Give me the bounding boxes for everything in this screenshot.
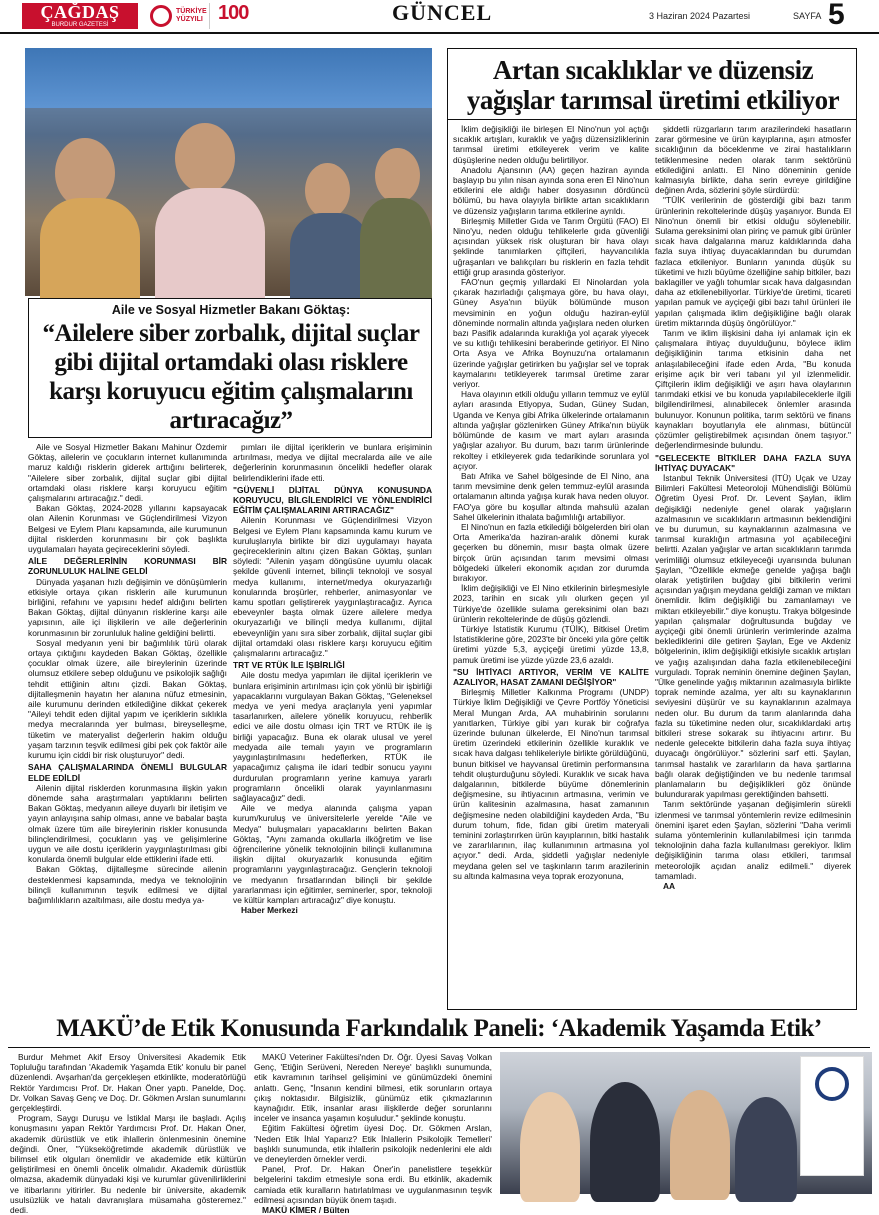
right-headline-box	[447, 48, 857, 120]
panel-audience-photo	[500, 1052, 872, 1194]
byline: Haber Merkezi	[241, 905, 298, 916]
subheading: AİLE DEĞERLERİNİN KORUNMASI BİR ZORUNLULUK HALİNE GELDİ	[28, 556, 227, 577]
university-banner	[800, 1056, 864, 1176]
paragraph: Aile ve medya alanında çalışma yapan kurum/kuruluş ve üniversitelerle yerelde "Aile ve Medya" buluşmaları yapacaklarını belirten Bakan Göktaş, "Aynı zamanda okullarla ilköğretim ve lise öğrencilerine yönelik teknolojinin bilinçli kullanımına ilişkin dijital okuryazarlık konusunda eğitim programlarını yaygınlaştıracağız. Gençlerin teknoloji ve medyanın fırsatlarından bilinçli bir şekilde yararlanması için eğitimler, seminerler, spor, teknoloji ve kültür kampları artıracağız" diye konuştu.	[233, 803, 432, 905]
paragraph: Türkiye İstatistik Kurumu (TÜİK), Bitkisel Üretim İstatistiklerine göre, 2023'te bir önceki yıla göre çeltik üretimi yüzde 5,3, ayçiçeği üretimi yüzde 13,8, pamuk üretimi ise yüzde yüzde 23,6 azaldı.	[453, 623, 649, 665]
left-headline: “Ailelere siber zorbalık, dijital suçlar gibi dijital ortamdaki olası risklere karşı koruyucu eğitim çalışmalarını artıracağız”	[42, 320, 420, 434]
issue-date: 3 Haziran 2024 Pazartesi	[649, 11, 751, 21]
paragraph: Anadolu Ajansının (AA) geçen haziran ayında başlayıp bu yılın nisan ayında sona eren El Nino'nun etkilerini ele aldığı haber dosyasının dördüncü bölümü, bu hava olayıyla birlikte artan sıcaklıkların ve düzensiz yağışların tarıma etkilerine ayrıldı.	[453, 164, 649, 216]
paragraph: Dünyada yaşanan hızlı değişimin ve dönüşümlerin etkisiyle ortaya çıkan risklerin aile kurumunun birliğini, refahını ve yapısını hedef aldığını belirten Bakan Göktaş, dijital dünyanın risklerine karşı aile yapısının, aile içi ilişkilerin ve aile değerlerinin korunmasının bir zorunluluk haline geldiğini belirtti.	[28, 576, 227, 638]
audience-member	[735, 1097, 797, 1202]
paragraph: Tarım ve iklim ilişkisini daha iyi anlamak için ek çalışmalara ihtiyaç duyulduğunu, böylece iklim değişikliğinin tarıma etkisinin daha net anlaşılabileceğini ifade eden Arda, "Bu konuda erişime açık bir veri tabanı yıl yıl izlenmelidir. Çiftçilerin iklim değişikliği ve aşırı hava olaylarının tarımdaki etkisi ve bu konuda yapılabileceklerle ilgili bilgilendirilmesi, alınabilecek önlemler arasında bulunuyor. Konunun politika, tarım sektörü ve finans kaynakları boyutlarıyla ele alınması, bütüncül çözümler geliştirebilmek açısından önem taşıyor." değerlendirmesinde bulundu.	[655, 328, 851, 451]
paragraph: Aile dostu medya yapımları ile dijital içeriklerin ve bunlara erişiminin artırılması için çok yönlü bir işbirliği yapacaklarını vurgulayan Bakan Göktaş, "Geleneksel medya ve yeni medya araçlarıyla yeni yapımlar tasarlanırken, ailelere yönelik koruyucu, rehberlik edici ve aile dostu olması için TRT ve RTÜK ile iş birliği yapacağız. Buna ek olarak ulusal ve yerel medyada aile temalı yayın ve programların yaygınlaştırılmasını hedeflerken, RTÜK ile yapacağımız çalışma ile idari tedbir sonucu yayını durdurulan programların yerine kamuya yararlı programların öncelikli olarak yayınlanmasını sağlayacağız" dedi.	[233, 670, 432, 803]
paragraph: pımları ile dijital içeriklerin ve bunlara erişiminin artırılması, medya ve dijital mecralarda aile ve aile değerlerinin korunmasının öncelikli hedefler olarak belirlendiklerini ifade etti.	[233, 442, 432, 483]
paragraph: İstanbul Teknik Üniversitesi (İTÜ) Uçak ve Uzay Bilimleri Fakültesi Meteoroloji Mühendisliği Bölümü Öğretim Üyesi Prof. Dr. Levent Şaylan, iklim değişikliği nedeniyle genel olarak yağışların azalmasının ve sıcaklıkların artmasının beklendiğini ve bu durumun, su kaynaklarının azalmasına ve tarımsal kuraklığın artmasına yol açabileceğini belirtti. Azalan yağışlar ve artan sıcaklıkların tarımda verimliliği olumsuz etkileyeceği uyarısında bulunan Şaylan, "Özellikle ekmeğe genelde yağışa bağlı olarak yetiştirilen buğday gibi bitkilerin verimi açısından yağışın meydana geldiği zaman ve miktarı önemlidir. İklim değişikliği bu zamanlamayı ve miktarı etkileyebilir." diye konuştu. Trakya bölgesinde yapılan çalışmalar doğrultusunda buğday ve ayçiçeği gibi önemli ürünlerin verimlerinde azalma beklediklerini dile getiren Şaylan, Ege ve Akdeniz bölgelerinin, iklim değişikliği etkisiyle sıcaklık artışları ve yağış azalışından daha fazla etkilenebileceğini vurguladı. Toprak neminin önemine değinen Şaylan, "Ülke genelinde yağış miktarının azalmasıyla birlikte toprak neminde azalma, yer altı su kaynaklarının seviyesini düşürür ve su kaynaklarının azalmaya neden olur. Bu durum da tarım alanlarında daha fazla su tüketimine neden olur, sıcaklıklardaki artış bitkileri strese sokarak su ihtiyacını artırır. Bu nedenle gelecekte bitkilerin daha fazla suya ihtiyaç duyacağı öngörülüyor." sözlerini sarf etti. Şaylan, tarımsal hastalık ve zararlıların da hava şartlarına bağlı olarak değiştiğinden ve bu nedenle tarımsal planlamaların bu değişiklikleri göz önünde bulundurarak yapılması gerektiğinden bahsetti.	[655, 472, 851, 800]
paragraph: Program, Saygı Duruşu ve İstiklal Marşı ile başladı. Açılış konuşmasını yapan Rektör Yardımcısı Prof. Dr. Hakan Öner, akademik dürüstlük ve etik ihlallerin önlenmesinin önemine değindi. Öner, "Yükseköğretimde akademik dürüstlük ve bilimsel etik olguları önemlidir ve akademide etik kültürün geliştirilmesi en önemli öncelik olmalıdır. Akademik dürüstlük olmazsa, akademik dünyadaki kişi ve kurumlar güvenilirliklerini ve itibarlarını yitirirler. Bu nedenle bir üniversite, akademik usulsüzlük ve hatalı davranışlara müsamaha gösteremez." dedi.	[10, 1113, 246, 1215]
paragraph: Burdur Mehmet Akif Ersoy Üniversitesi Akademik Etik Topluluğu tarafından 'Akademik Yaşamda Etik' konulu bir panel düzenlendi. Avşarhan'da gerçekleşen etkinlikte, moderatörlüğü Rektör Yardımcısı Prof. Dr. Hakan Öner yaptı. Panelde, Doç. Dr. Volkan Savaş Genç ve Doç. Dr. Gökmen Arslan sunumlarını gerçekleştirdi.	[10, 1052, 246, 1114]
audience-member	[590, 1082, 660, 1202]
centennial-logo: 100	[218, 2, 249, 24]
bottom-headline: MAKÜ’de Etik Konusunda Farkındalık Paneli: ‘Akademik Yaşamda Etik’	[56, 1015, 822, 1042]
child-body	[360, 198, 432, 298]
child-body	[40, 198, 140, 298]
left-headline-box	[28, 298, 432, 438]
paragraph: şiddetli rüzgarların tarım arazilerindeki hasatların zarar görmesine ve ürün kayıplarına, aşırı atmosfer sıcaklığının da böceklenme ve zirai hastalıkların tetiklenmesine neden olarak tarım sektörünü etkilediğini anlattı. El Nino döneminin genide kalmasıyla birlikte, daha serin evreye girildiğine değinen Arda, sözlerini şöyle sürdürdü:	[655, 124, 851, 196]
bottom-column-1	[10, 1052, 246, 1215]
subheading: "SU İHTİYACI ARTIYOR, VERİM VE KALİTE AZALIYOR, HASAT ZAMANI DEĞİŞİYOR"	[453, 666, 649, 687]
newspaper-logo[interactable]: ÇAĞDAŞ	[22, 3, 138, 29]
right-headline: Artan sıcaklıklar ve düzensiz yağışlar tarımsal üretimi etkiliyor	[466, 55, 840, 115]
paragraph: Batı Afrika ve Sahel bölgesinde de El Nino, ana tarım mevsimine denk gelen temmuz-eylül arasında ortalamanın altında yağışa kurak hava neden oluyor. FAO'ya göre bu koşullar altında mahsulü azalan Sahel ülkelerinin ithalata bağımlılığı artabiliyor.	[453, 470, 649, 522]
paragraph: Bakan Göktaş, dijitalleşme sürecinde ailenin desteklenmesi kapsamında, medya ve teknolojinin bilinçli kullanımının teşvik edilmesi ve dijital bağımlılıkların azaltılması, aile dostu medya ya-	[28, 864, 227, 905]
paragraph: Ailenin dijital risklerden korunmasına ilişkin yakın dönemde saha araştırmaları yaptıklarını belirten Bakan Göktaş, medyanın aileye duyarlı bir iletişim ve yayın anlayışına sahip olması, anne ve babalar başta olmak üzere tüm aile bireylerinin riskler konusunda bilinçlendirilmesi, çocukların yaş ve gelişimlerine uygun ve aile dostu içeriklerin yaygınlaştırılması gibi konularda önemli bulgular elde ettiklerini ifade etti.	[28, 782, 227, 865]
paragraph: Aile ve Sosyal Hizmetler Bakanı Mahinur Özdemir Göktaş, ailelerin ve çocukların internet kullanımında maruz kaldığı risklerin giderek arttığını belirterek, "Ailelere siber zorbalık, dijital suçlar gibi dijital ortamdaki olası risklere karşı koruyucu eğitim çalışmalarını artıracağız." dedi.	[28, 442, 227, 504]
paragraph: El Nino'nun en fazla etkilediği bölgelerden biri olan Orta Amerika'da haziran-aralık dönemi kurak geçerken bu dönemin, mısır başta olmak üzere birçok ürün açısından tarım mevsimi olması bölgedeki ülkeleri ekonomik açıdan zor durumda bırakıyor.	[453, 521, 649, 583]
subheading: "GÜVENLİ DİJİTAL DÜNYA KONUSUNDA KORUYUCU, BİLGİLENDİRİCİ VE YÖNLENDİRİCİ EĞİTİM ÇALIŞMALARINI ARTIRACAĞIZ"	[233, 484, 432, 516]
divider-rule	[8, 1047, 870, 1048]
right-column-2	[655, 124, 851, 1004]
byline: AA	[663, 881, 676, 892]
paragraph: Hava olayının etkili olduğu yılların temmuz ve eylül ayları arasında Etiyopya, Sudan, Güney Sudan, Uganda ve Kenya gibi Afrika ülkelerinde ortalamanın altında yağışlar gözlenirken Güney Afrika'nın büyük bölümünde de kasım ve mart ayları arasında yağışlar azalıyor. Bu durum, bazı tarım ürünlerinde rekoltey i etkileyerek gıda tedarikinde sorunlara yol açıyor.	[453, 389, 649, 471]
paragraph: Bakan Göktaş, 2024-2028 yıllarını kapsayacak olan Ailenin Korunması ve Güçlendirilmesi Vizyon Belgesi ve Eylem Planı kapsamında, aile kurumunun dijital risklerden korunmasını bir çok başlıkta uygulamaları hayata geçireceklerini söyledi.	[28, 503, 227, 555]
paragraph: Birleşmiş Milletler Gıda ve Tarım Örgütü (FAO) El Nino'yu, neden olduğu tehlikelerle gıda güvenliği açısından yüksek risk oluşturan bir hava olayı şeklinde tanımlarken çiftçileri, hayvancılıkla uğraşanları ve balıkçıları bu risklerin en fazla tehdit ettiği grup arasında gösteriyor.	[453, 215, 649, 277]
subheading: "GELECEKTE BİTKİLER DAHA FAZLA SUYA İHTİYAÇ DUYACAK"	[655, 452, 851, 473]
subheading: SAHA ÇALIŞMALARINDA ÖNEMLİ BULGULAR ELDE EDİLDİ	[28, 762, 227, 783]
child-head	[175, 123, 235, 193]
child-head	[305, 163, 350, 218]
children-tablet-photo	[25, 48, 432, 296]
paragraph: İklim değişikliği ile birleşen El Nino'nun yol açtığı sıcaklık artışları, kuraklık ve yağış düzensizliklerinin tarımsal üretimi etkileyerek verim ve kalite düşüşlerine neden olduğu belirtiliyor.	[453, 124, 649, 165]
child-head	[375, 148, 420, 203]
child-body	[290, 213, 370, 298]
paragraph: Eğitim Fakültesi öğretim üyesi Doç. Dr. Gökmen Arslan, 'Neden Etik İhlal Yaparız? Etik İhlallerin Psikolojik Temelleri' başlıklı sunumunda, etik ihlallerin psikolojik nedenlerini ele aldı ve deneylerden örnekler verdi.	[254, 1123, 492, 1165]
paragraph: "TÜİK verilerinin de gösterdiği gibi bazı tarım ürünlerinin rekoltelerinde düşüş yaşanıyor. Bunda El Nino'nun önemli bir etkisi olduğu söylenebilir. Sulama gereksinimi olan pirinç ve pamuk gibi ürünler sıcak hava dalgalarına maruz kaldıklarında daha fazla suya ihtiyaç duyacaklarından bu durumdan fazlaca etkileniyor. Bunların yanında düşük su tüketimi ve hızlı büyüme özelliğine sahip bitkiler, bazı baklagiller ve yağlı tohumlar sıcak hava dalgasından daha az etkilenebiliyorlar. Türkiye'de üretimi, ticareti yapılan pamuk ve ayçiçeği gibi bazı tahıl ürünleri ile yapılan çalışmada iklim değişikliğine bağlı olarak üretim miktarında düşüş öngörülüyor."	[655, 195, 851, 328]
paragraph: FAO'nun geçmiş yıllardaki El Ninolardan yola çıkarak hazırladığı çalışmaya göre, bu hava olayı, Güney Asya'nın büyük bölümünde muson mevsiminin en yoğun olduğu haziran-eylül döneminde normalin altında yağışlara neden olurken bazı Pasifik adalarında kuraklığa yol açarak yiyecek ve su kıtlığı tehlikesini beraberinde getiriyor. El Nino Orta Asya ve Afrika Boynuzu'na ortalamanın üzerinde yağışlar getirirken bu yağışlar sel ve toprak kaymalarını tetikleyerek tarımsal üretime zarar veriyor.	[453, 277, 649, 390]
section-title: GÜNCEL	[392, 0, 493, 25]
left-kicker: Aile ve Sosyal Hizmetler Bakanı Göktaş:	[111, 303, 351, 317]
logo-tagline: BURDUR GAZETESİ	[51, 22, 109, 28]
masthead	[0, 0, 879, 34]
university-seal-icon	[815, 1067, 849, 1101]
page-label: SAYFA	[793, 11, 822, 21]
left-column-2	[233, 442, 432, 1010]
right-column-1	[453, 124, 649, 1004]
byline: MAKÜ KİMER / Bülten	[262, 1205, 350, 1215]
paragraph: İklim değişikliği ve El Nino etkilerinin birleşmesiyle 2023, tarihin en sıcak yılı olurken geçen yıl Türkiye'de özellikle sulama gereksinimi olan bazı ürünlerin rekoltelerinde de düşüş gözlendi.	[453, 583, 649, 624]
subheading: TRT VE RTÜK İLE İŞBİRLİĞİ	[233, 660, 345, 671]
paragraph: Tarım sektöründe yaşanan değişimlerin sürekli izlenmesi ve tarımsal yöntemlerin revize edilmesinin önemini işaret eden Şaylan, sözlerini "Daha verimli sulama yöntemlerinin kullanılabilmesi için tarımda teknolojinin daha fazla kullanılması gerekiyor. İklim değişikliğinin tarıma olası etkileri, tarımsal meteorolojik açıdan analiz edilmeli." diyerek tamamladı.	[655, 799, 851, 881]
paragraph: MAKÜ Veteriner Fakültesi'nden Dr. Öğr. Üyesi Savaş Volkan Genç, 'Etiğin Serüveni, Nereden Nereye' başlıklı sunumunda, etik kavramının tarihsel gelişimini ve günümüzdeki önemini anlattı. Genç, "İnsanın kendini bilmesi, etik sorunların ortaya çıkış noktasıdır. Bilgisizlik, günümüz etik çıkmazlarının kaynağıdır. Etik, insanlar arası ilişkilerde değer sorunlarını inceler ve insanca yaşamın koşuludur." şeklinde konuştu.	[254, 1052, 492, 1124]
left-column-1	[28, 442, 227, 1010]
turkiye-yuzyili-emblem-icon	[150, 5, 172, 27]
turkiye-yuzyili-label: TÜRKİYE YÜZYILI	[176, 8, 207, 23]
tent-canopy	[25, 48, 432, 108]
child-body	[155, 188, 265, 298]
audience-member	[670, 1090, 730, 1200]
audience-member	[520, 1092, 580, 1202]
paragraph: Ailenin Korunması ve Güçlendirilmesi Vizyon Belgesi ve Eylem Planı kapsamında kamu kurum ve kuruluşlarıyla birlikte bir dizi uygulamayı hayata geçireceklerinin altını çizen Bakan Göktaş, şunları söyledi: "Ailenin yaşam döngüsüne uyumlu olacak şekilde güvenli internet, bilinçli teknoloji ve sosyal medya kullanımı, internet/medya okuryazarlığı konularında broşürler, rehberler, animasyonlar ve kamu spotları geliştirerek yaygınlaştıracağız. Ayrıca ebeveynler başta olmak üzere ailelere medya okuryazarlığı ve bilinçli medya kullanımı, dijital ebeveynliğin yanı sıra siber zorbalık, dijital suçlar gibi dijital ortamdaki olası risklere karşı koruyucu eğitim çalışmalarını artıracağız."	[233, 515, 432, 659]
paragraph: Sosyal medyanın yeni bir bağımlılık türü olarak ortaya çıktığını kaydeden Bakan Göktaş, özellikle çocuklar olmak üzere, aile bireylerinin üzerinde olumsuz etkilere sebep olduğunu ve psikolojik sağlığı tehdit ettiğinin altını çizdi. Bakan Göktaş, dijitalleşmenin hayatın her alanına nüfuz etmesinin, aile kurumunu derinden etkilediğine dikkat çekerek "Aileyi tehdit eden dijital yapım ve içeriklerin sıklıkla medya mecralarında yer bulması, bireyselleşme, tüketim ve materyalist değerlerin hakim olduğu yaşam tarzının teşvik edilmesi gibi pek çok faktör aile kurumu için ciddi bir risk oluşturuyor" dedi.	[28, 637, 227, 761]
page-number: 5	[828, 0, 845, 31]
bottom-column-2	[254, 1052, 492, 1215]
paragraph: Panel, Prof. Dr. Hakan Öner'in panelistlere teşekkür belgelerini takdim etmesiyle sona erdi. Bu etkinlik, akademik camiada etik kuralların hatırlatılması ve uygulanmasının teşvik edilmesi açısından büyük önem taşıdı.	[254, 1164, 492, 1205]
turkiye-yuzyili-logo	[148, 3, 210, 29]
paragraph: Birleşmiş Milletler Kalkınma Programı (UNDP) Türkiye İklim Değişikliği ve Çevre Portföy Yöneticisi Meral Mungan Arda, AA muhabirinin sorularını yanıtlarken, Türkiye gibi yarı kurak bir coğrafya üzerinde bulunan ülkelerde, El Nino'nun tarımsal üretim üzerindeki etkilerinin özellikle kuraklık ve sıcak hava dalgası tehlikeleriyle birlikte görüldüğünü, bunun bitkisel ve hayvansal üretimin performansına tehdit oluşturduğunu söyledi. Kuraklık ve sıcak hava dalgalarının, bitkilerde büyüme dönemlerinin değişmesine, su ihtiyacının artmasına, verimin ve ürün kalitesinin azalmasına, hasat zamanının değişmesine neden olabildiğini kaydeden Arda, "Bu durum tohum, fide, fidan gibi üretim materyali teminini zorlaştırırken ürün kayıplarının, bitki hastalık ve zararlılarının, ilaç kullanımının artmasına yol açıyor." dedi. Arda, şiddetli yağışlar nedeniyle meydana gelen sel ve taşkınların tarım arazilerinin su altında kalmasına veya toprak erozyonuna,	[453, 687, 649, 881]
